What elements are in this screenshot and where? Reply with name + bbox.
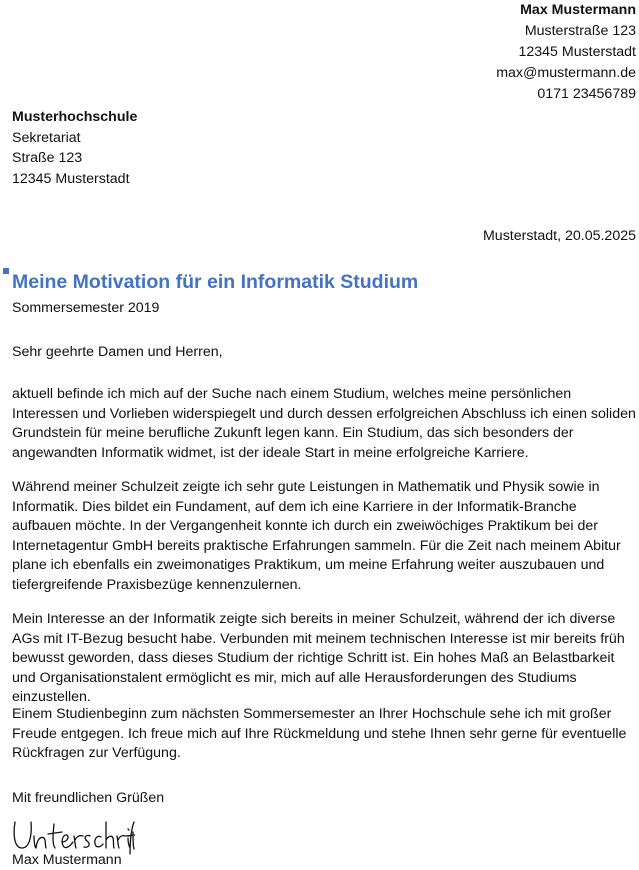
recipient-street: Straße 123	[12, 150, 83, 166]
letter-subtitle: Sommersemester 2019	[12, 300, 160, 316]
letter-date: Musterstadt, 20.05.2025	[482, 228, 636, 244]
body-paragraph-1: aktuell befinde ich mich auf der Suche nach einem Studium, welches meine persönlichen Interessen und Vorlieben widerspiegelt und durch dessen erfolgreichen Abschluss ich einen soliden Grundstein für meine berufliche Zukunft legen kann. Ein Studium, das sich besonders der angewandten Informatik widmet, ist der ideale Start in meine erfolgreiche Karriere.	[12, 386, 636, 461]
recipient-organization: Musterhochschule	[12, 109, 138, 125]
sender-street: Musterstraße 123	[524, 23, 636, 39]
sender-email: max@mustermann.de	[496, 65, 636, 81]
body-paragraph-3: Mein Interesse an der Informatik zeigte sich bereits in meiner Schulzeit, während der ich diverse AGs mit IT-Bezug besucht habe. Verbunden mit meinem technischen Interesse ist mir bereits früh bewusst geworden, dass dieses Studium der richtige Schritt ist. Ein hohes Maß an Belastbarkeit und Organisationstalent ermöglicht es mir, mich auf alle Herausforderungen des Studiums einzustellen.	[12, 611, 625, 705]
heading-marker-icon	[3, 268, 9, 274]
recipient-address	[12, 107, 137, 189]
sender-name: Max Mustermann	[520, 2, 636, 18]
body-paragraph-2: Während meiner Schulzeit zeigte ich sehr gute Leistungen in Mathematik und Physik sowie in Informatik. Dies bildet ein Fundament, auf dem ich eine Karriere in der Informatik-Branche aufbauen möchte. In der Vergangenheit konnte ich durch ein zweiwöchiges Praktikum bei der Internetagentur GmbH bereits praktische Erfahrungen sammeln. Für die Zeit nach meinem Abitur plane ich ebenfalls ein zweimonatiges Praktikum, um meine Erfahrung weiter auszubauen und tiefergreifende Praxisbezüge kennenzulernen.	[12, 479, 621, 593]
closing-phrase: Mit freundlichen Grüßen	[12, 790, 165, 806]
signer-name: Max Mustermann	[12, 852, 122, 868]
letter-title: Meine Motivation für ein Informatik Studium	[12, 271, 419, 293]
sender-address	[496, 0, 636, 105]
salutation: Sehr geehrte Damen und Herren,	[12, 344, 223, 360]
handwritten-signature	[10, 814, 135, 856]
sender-city: 12345 Musterstadt	[518, 44, 636, 60]
body-paragraph-4: Einem Studienbeginn zum nächsten Sommersemester an Ihrer Hochschule sehe ich mit großer Freude entgegen. Ich freue mich auf Ihre Rückmeldung und stehe Ihnen sehr gerne für eventuelle Rückfragen zur Verfügung.	[12, 706, 627, 761]
sender-phone: 0171 23456789	[537, 86, 636, 102]
recipient-city: 12345 Musterstadt	[12, 170, 130, 187]
recipient-department: Sekretariat	[12, 129, 81, 146]
